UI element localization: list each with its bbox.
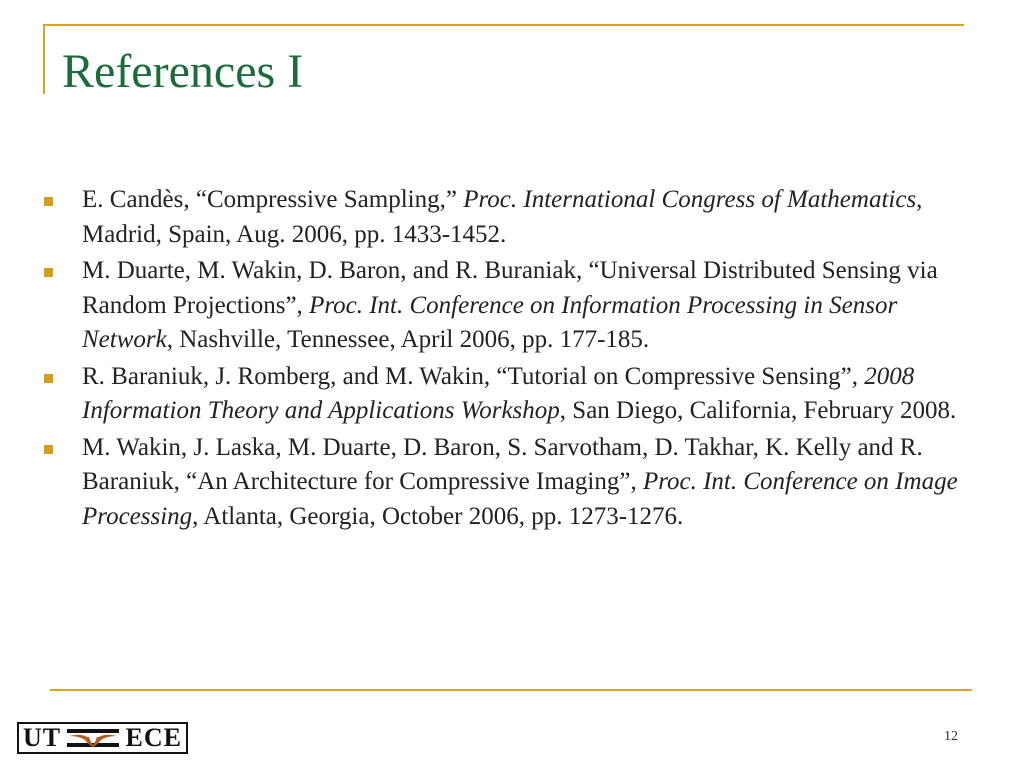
reference-item xyxy=(44,431,989,535)
reference-text: M. Duarte, M. Wakin, D. Baron, and R. Buraniak, “Universal Distributed Sensing via Random Projections”, xyxy=(82,257,938,319)
reference-text: M. Wakin, J. Laska, M. Duarte, D. Baron, S. Sarvotham, D. Takhar, K. Kelly and R. Baraniuk, “An Architecture for Compressive Imaging”, xyxy=(82,433,923,495)
bullet-icon xyxy=(44,445,53,454)
reference-text: E. Candès, “Compressive Sampling,” xyxy=(82,186,464,213)
reference-details: , San Diego, California, February 2008. xyxy=(559,397,957,424)
reference-venue: Proc. Int. Conference on Information Processing in Sensor Network xyxy=(82,291,898,353)
reference-details: , Nashville, Tennessee, April 2006, pp. 177-185. xyxy=(166,326,650,353)
footer-divider xyxy=(50,689,972,691)
reference-list xyxy=(44,183,989,536)
reference-text: R. Baraniuk, J. Romberg, and M. Wakin, “Tutorial on Compressive Sensing”, xyxy=(82,362,865,390)
reference-venue: Proc. International Congress of Mathematics xyxy=(463,186,917,213)
reference-item xyxy=(44,360,989,429)
reference-item xyxy=(44,254,989,358)
logo-ece-text: ECE xyxy=(125,723,182,752)
reference-venue: Proc. Int. Conference on Image Processing xyxy=(82,468,958,530)
left-frame-line xyxy=(43,24,45,94)
bullet-icon xyxy=(44,374,53,383)
reference-details: , Atlanta, Georgia, October 2006, pp. 1273-1276. xyxy=(192,502,684,530)
top-frame-line xyxy=(43,24,964,26)
ut-ece-logo xyxy=(17,722,188,754)
slide-title: References I xyxy=(62,45,304,98)
reference-venue: 2008 Information Theory and Applications Workshop xyxy=(82,362,915,424)
logo-ut-text: UT xyxy=(23,723,62,752)
bullet-icon xyxy=(44,268,53,277)
longhorn-icon xyxy=(67,727,119,749)
bullet-icon xyxy=(44,197,53,206)
reference-item xyxy=(44,183,989,252)
page-number: 12 xyxy=(944,729,958,744)
reference-details: , Madrid, Spain, Aug. 2006, pp. 1433-1452. xyxy=(82,186,923,248)
